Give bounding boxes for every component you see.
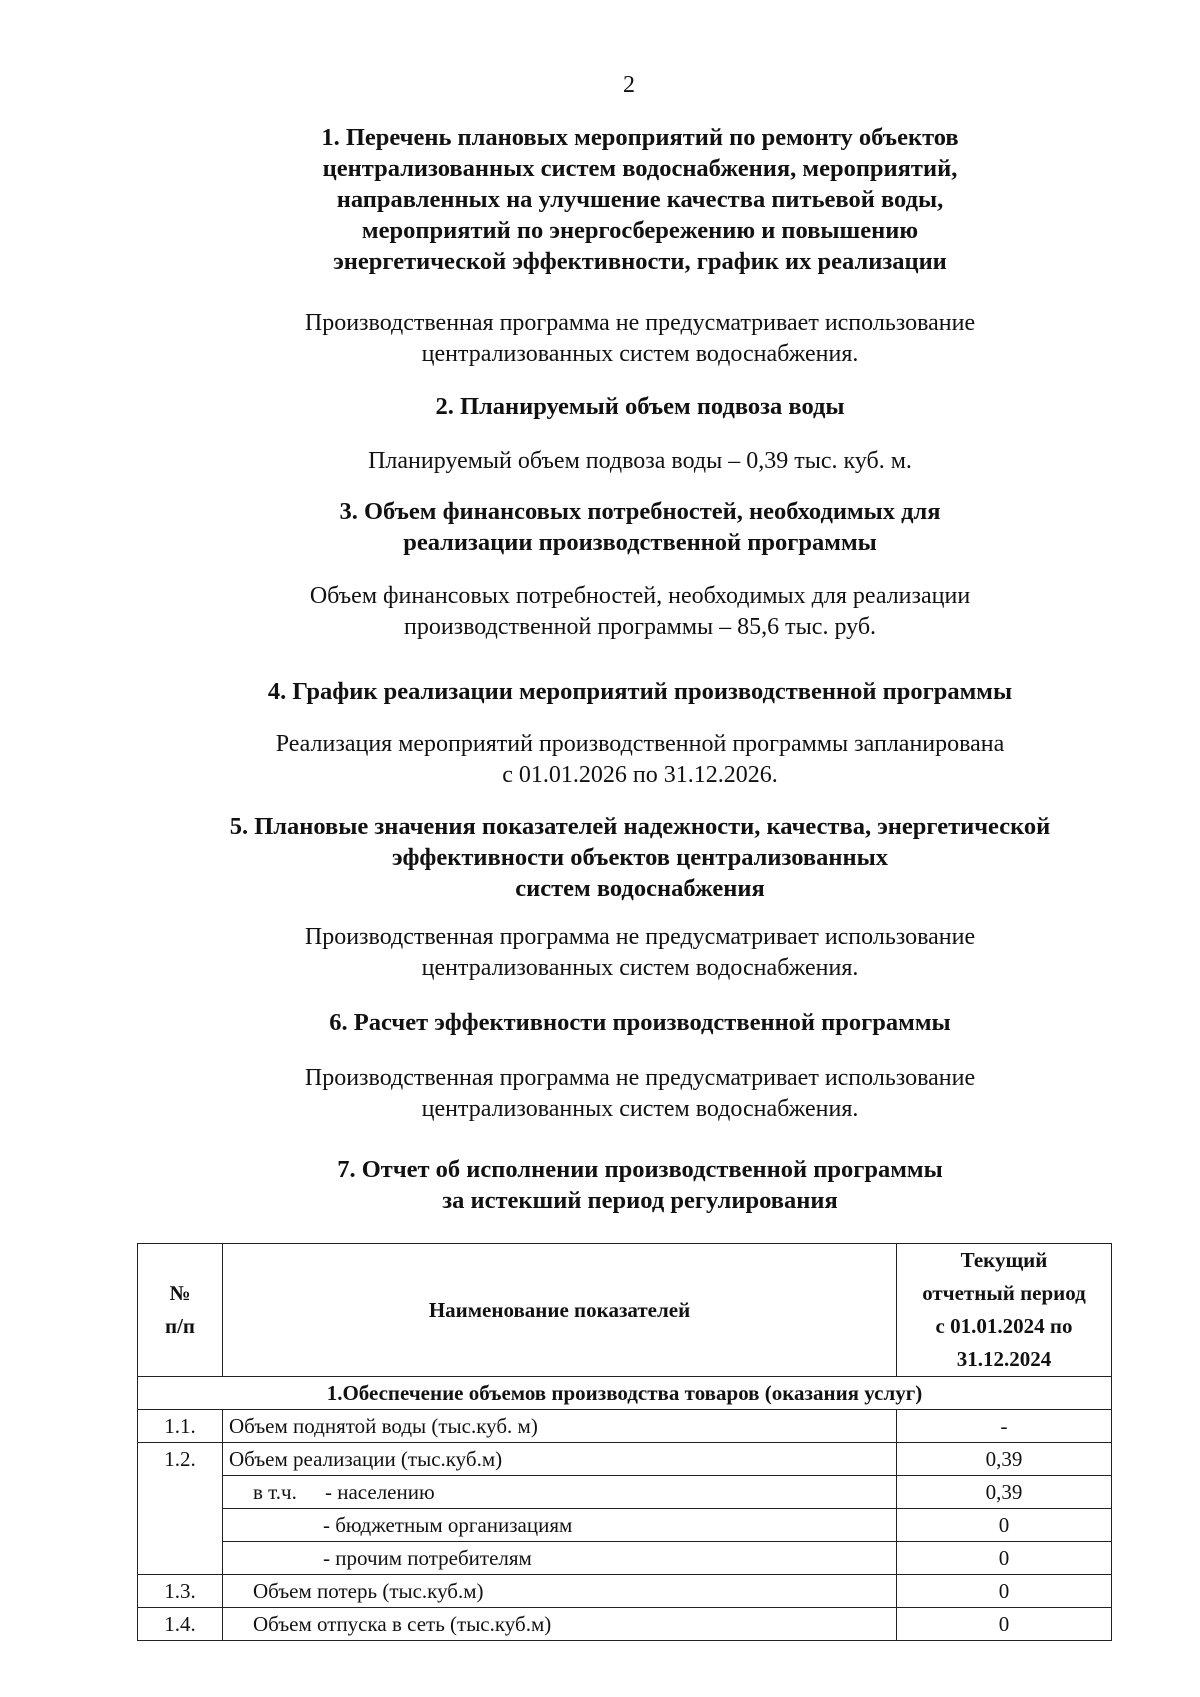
- row-num: 1.4.: [138, 1608, 223, 1641]
- row-value: 0: [897, 1542, 1112, 1575]
- table-row: [138, 1575, 1112, 1608]
- row-value: -: [897, 1410, 1112, 1443]
- row-name: Объем поднятой воды (тыс.куб. м): [223, 1410, 897, 1443]
- row-value: 0: [897, 1608, 1112, 1641]
- row-prefix: в т.ч.: [253, 1480, 297, 1504]
- row-num: 1.1.: [138, 1410, 223, 1443]
- table-row: [138, 1443, 1112, 1476]
- table-row: [138, 1410, 1112, 1443]
- table-row: [138, 1476, 1112, 1509]
- header-period: Текущий отчетный период с 01.01.2024 по 31.12.2024: [897, 1244, 1112, 1377]
- section-1-text: Производственная программа не предусматривает использование централизованных систем водоснабжения.: [304, 310, 976, 367]
- section-4-text: Реализация мероприятий производственной программы запланирована с 01.01.2026 по 31.12.2026.: [275, 731, 1005, 788]
- table-row: [138, 1542, 1112, 1575]
- row-name: - бюджетным организациям: [223, 1509, 897, 1542]
- row-name: в т.ч. - населению: [223, 1476, 897, 1509]
- section-2-heading: 2. Планируемый объем подвоза воды: [435, 393, 845, 420]
- table-header-row: [138, 1244, 1112, 1377]
- table-row: [138, 1608, 1112, 1641]
- header-name: Наименование показателей: [223, 1244, 897, 1377]
- page-number: 2: [623, 72, 635, 98]
- table-section-row: [138, 1377, 1112, 1410]
- row-num: 1.2.: [138, 1443, 223, 1575]
- row-value: 0,39: [897, 1476, 1112, 1509]
- table-row: [138, 1509, 1112, 1542]
- section-2-text: Планируемый объем подвоза воды – 0,39 тыс. куб. м.: [368, 448, 912, 474]
- row-name: Объем потерь (тыс.куб.м): [223, 1575, 897, 1608]
- section-1-heading: 1. Перечень плановых мероприятий по ремонту объектов централизованных систем водоснабжения, мероприятий, направленных на улучшение качества питьевой воды, мероприятий по энергосбережению и повышению энергетической эффективности, график их реализации: [321, 124, 959, 275]
- section-5-heading: 5. Плановые значения показателей надежности, качества, энергетической эффективности объектов централизованных систем водоснабжения: [229, 813, 1051, 902]
- report-table: [137, 1243, 1112, 1641]
- row-name: - прочим потребителям: [223, 1542, 897, 1575]
- row-name: Объем реализации (тыс.куб.м): [223, 1443, 897, 1476]
- header-num: № п/п: [138, 1244, 223, 1377]
- section-3-text: Объем финансовых потребностей, необходимых для реализации производственной программы – 85,6 тыс. руб.: [309, 583, 971, 640]
- row-value: 0: [897, 1575, 1112, 1608]
- section-7-heading: 7. Отчет об исполнении производственной программы за истекший период регулирования: [337, 1156, 943, 1214]
- row-value: 0,39: [897, 1443, 1112, 1476]
- table-section-title: 1.Обеспечение объемов производства товаров (оказания услуг): [138, 1377, 1112, 1410]
- row-num: 1.3.: [138, 1575, 223, 1608]
- row-value: 0: [897, 1509, 1112, 1542]
- row-name: Объем отпуска в сеть (тыс.куб.м): [223, 1608, 897, 1641]
- section-6-text: Производственная программа не предусматривает использование централизованных систем водоснабжения.: [304, 1065, 976, 1122]
- section-5-text: Производственная программа не предусматривает использование централизованных систем водоснабжения.: [304, 924, 976, 981]
- section-4-heading: 4. График реализации мероприятий производственной программы: [267, 678, 1013, 705]
- section-6-heading: 6. Расчет эффективности производственной программы: [329, 1009, 951, 1036]
- section-3-heading: 3. Объем финансовых потребностей, необходимых для реализации производственной программы: [339, 498, 941, 556]
